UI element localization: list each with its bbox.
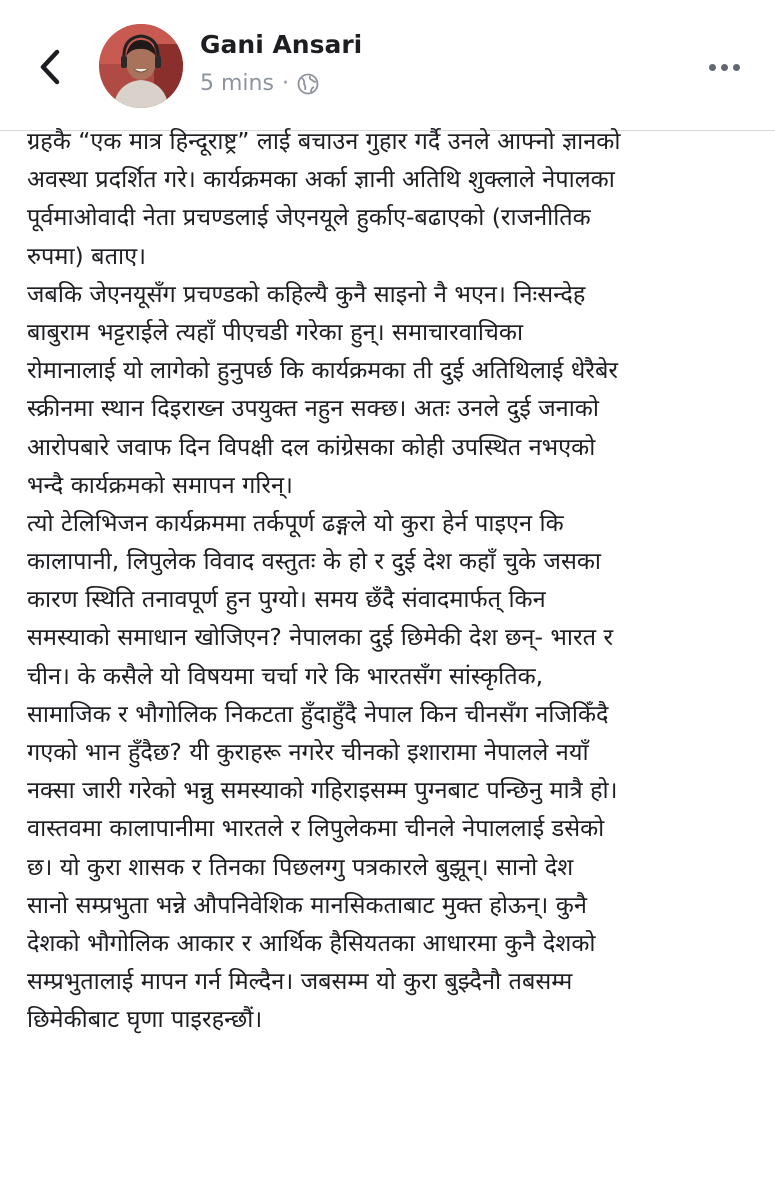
post-line: वास्तवमा कालापानीमा भारतले र लिपुलेकमा चीनले नेपाललाई डसेको	[27, 814, 605, 843]
meta-separator: ·	[281, 71, 289, 96]
post-line: छ। यो कुरा शासक र तिनका पिछलग्गु पत्रकारले बुझून्। सानो देश	[27, 852, 574, 881]
post-line: त्यो टेलिभिजन कार्यक्रममा तर्कपूर्ण ढङ्गले यो कुरा हेर्न पाइएन कि	[27, 508, 564, 537]
post-line: अवस्था प्रदर्शित गरे। कार्यक्रमका अर्का ज्ञानी अतिथि शुक्लाले नेपालका	[27, 165, 615, 194]
post-line: देशको भौगोलिक आकार र आर्थिक हैसियतका आधारमा कुनै देशको	[27, 928, 596, 957]
post-line: कारण स्थिति तनावपूर्ण हुन पुग्यो। समय छँदै संवादमार्फत् किन	[27, 585, 546, 614]
more-horizontal-icon	[733, 64, 740, 71]
post-line-partial	[27, 112, 772, 122]
more-options-button[interactable]	[704, 55, 744, 79]
post-line: सानो सम्प्रभुता भन्ने औपनिवेशिक मानसिकताबाट मुक्त होऊन्। कुनै	[27, 890, 587, 919]
post-line: गएको भान हुँदैछ? यी कुराहरू नगरेर चीनको इशारामा नेपालले नयाँ	[27, 738, 589, 766]
post-line: बाबुराम भट्टराईले त्यहाँ पीएचडी गरेका हुन्। समाचारवाचिका	[27, 317, 524, 346]
post-line: चीन। के कसैले यो विषयमा चर्चा गरे कि भारतसँग सांस्कृतिक,	[27, 661, 544, 690]
avatar[interactable]	[99, 24, 183, 108]
more-horizontal-icon	[721, 64, 728, 71]
post-line: आरोपबारे जवाफ दिन विपक्षी दल कांग्रेसका कोही उपस्थित नभएको	[27, 432, 596, 461]
globe-icon	[297, 73, 319, 95]
post-line: ग्रहकै “एक मात्र हिन्दूराष्ट्र” लाई बचाउन गुहार गर्दै उनले आफ्नो ज्ञानको	[27, 127, 621, 155]
post-line: नक्सा जारी गरेको भन्नु समस्याको गहिराइसम्म पुग्नबाट पन्छिनु मात्रै हो।	[27, 776, 618, 805]
post-line: जबकि जेएनयूसँग प्रचण्डको कहिल्यै कुनै साइनो नै भएन। निःसन्देह	[27, 279, 586, 308]
post-line: भन्दै कार्यक्रमको समापन गरिन्।	[27, 470, 293, 499]
post-timestamp[interactable]: 5 mins	[200, 71, 274, 96]
back-button[interactable]	[30, 44, 70, 90]
post-line: रोमानालाई यो लागेको हुनुपर्छ कि कार्यक्रमका ती दुई अतिथिलाई धेरैबेर	[27, 356, 619, 385]
post-meta	[200, 71, 319, 96]
author-name[interactable]: Gani Ansari	[200, 30, 363, 59]
post-line: पूर्वमाओवादी नेता प्रचण्डलाई जेएनयूले हुर्काए-बढाएको (राजनीतिक	[27, 203, 591, 232]
post-line: सम्प्रभुतालाई मापन गर्न मिल्दैन। जबसम्म यो कुरा बुझ्दैनौ तबसम्म	[27, 967, 573, 996]
chevron-left-icon	[39, 49, 61, 85]
more-horizontal-icon	[709, 64, 716, 71]
post-line: रुपमा) बताए।	[27, 241, 146, 270]
post-line: छिमेकीबाट घृणा पाइरहन्छौं।	[27, 1005, 263, 1034]
post-body	[27, 112, 772, 1200]
post-line: समस्याको समाधान खोजिएन? नेपालका दुई छिमेकी देश छन्- भारत र	[27, 623, 614, 652]
post-line: कालापानी, लिपुलेक विवाद वस्तुतः के हो र दुई देश कहाँ चुके जसका	[27, 547, 601, 576]
post-line: स्क्रीनमा स्थान दिइराख्न उपयुक्त नहुन सक्छ। अतः उनले दुई जनाको	[27, 394, 599, 423]
avatar-photo	[99, 24, 183, 108]
post-line: सामाजिक र भौगोलिक निकटता हुँदाहुँदै नेपाल किन चीनसँग नजिकिँदै	[27, 699, 609, 728]
